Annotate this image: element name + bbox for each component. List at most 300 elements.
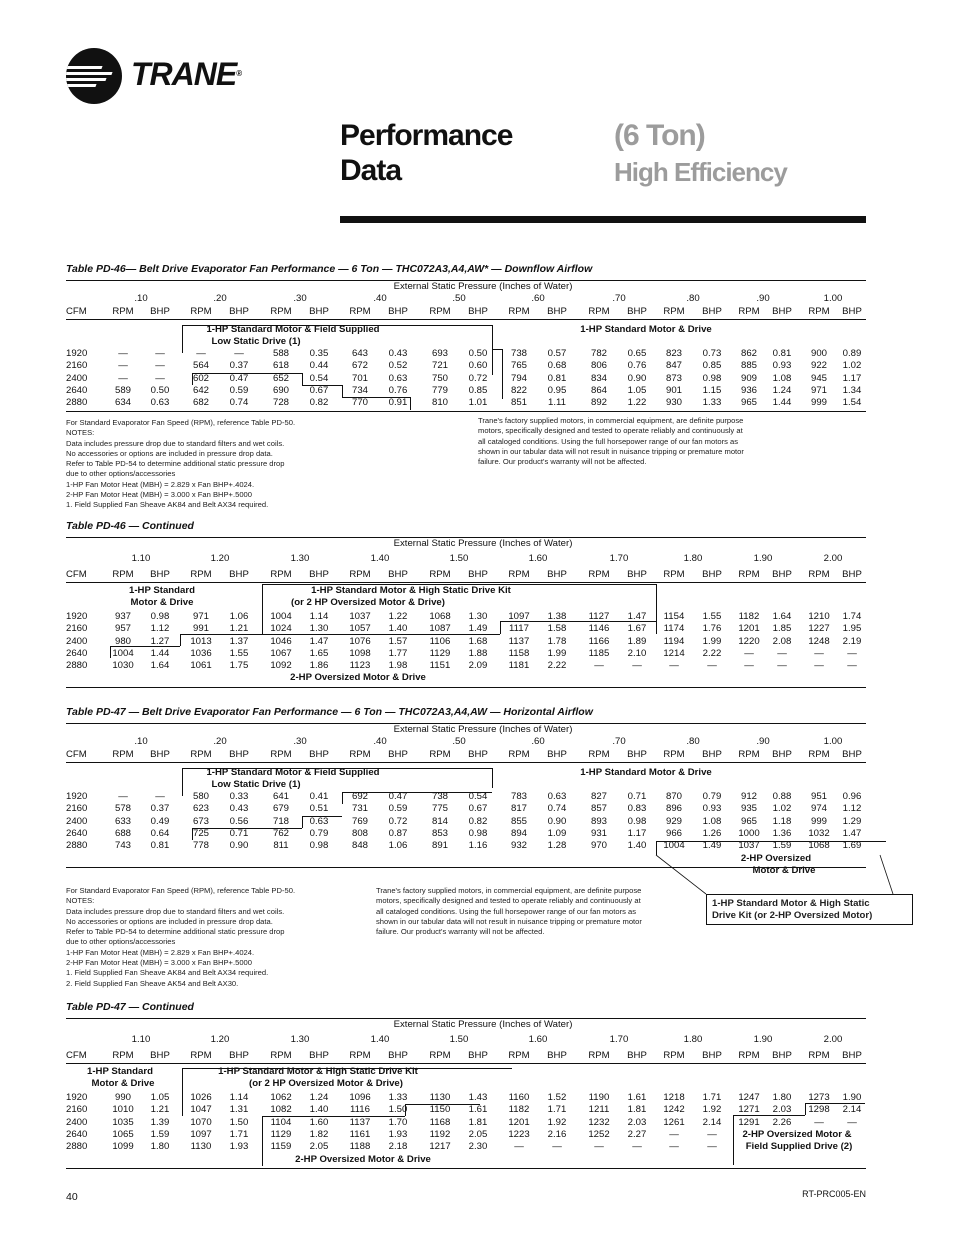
table-cell: 769 (351, 816, 369, 827)
motor-drive-label: 1-HP Standard Motor & Drive (580, 324, 712, 335)
table-cell: 693 (431, 348, 449, 359)
table-cell: 690 (272, 385, 290, 396)
table-cell: 602 (192, 373, 210, 384)
table-cell: 894 (510, 828, 528, 839)
motor-drive-label: Motor & Drive (130, 597, 194, 608)
table-cell: 1.12 (842, 803, 862, 814)
table-cell: 1.43 (468, 1092, 488, 1103)
cfm-cell: 2160 (66, 803, 88, 814)
table-cell: 922 (810, 360, 828, 371)
pressure-header: 1.20 (210, 553, 230, 564)
table-cell: 0.49 (150, 816, 170, 827)
table-cell: 0.81 (772, 348, 792, 359)
table-cell: 1.47 (309, 636, 329, 647)
table-cell: 1106 (429, 636, 451, 647)
table-cell: 1.05 (627, 385, 647, 396)
table-cell: — (552, 1141, 562, 1152)
motor-drive-label: Motor & Drive (91, 1078, 155, 1089)
table-cell: 762 (272, 828, 290, 839)
table-cell: 1.61 (468, 1104, 488, 1115)
table-cell: 1218 (663, 1092, 685, 1103)
cfm-cell: 2400 (66, 373, 88, 384)
table-cell: 1.06 (388, 840, 408, 851)
motor-drive-label: (or 2 HP Oversized Motor & Drive) (249, 1078, 403, 1089)
table-cell: — (814, 1117, 824, 1128)
table-cell: 808 (351, 828, 369, 839)
cfm-cell: 2880 (66, 660, 88, 671)
cfm-cell: 1920 (66, 348, 88, 359)
pressure-header: 1.60 (528, 1034, 548, 1045)
column-header: RPM (588, 569, 610, 580)
table-cell: 1.75 (229, 660, 249, 671)
pressure-header: .70 (612, 293, 626, 304)
table-cell: 1.39 (150, 1117, 170, 1128)
table-cell: 688 (114, 828, 132, 839)
table-cell: 0.71 (229, 828, 249, 839)
table-cell: 0.65 (627, 348, 647, 359)
column-header: CFM (66, 569, 87, 580)
table-cell: 0.41 (309, 791, 329, 802)
table-cell: 811 (273, 840, 289, 851)
table-cell: 1.92 (547, 1117, 567, 1128)
column-header: RPM (190, 749, 212, 760)
column-header: BHP (309, 749, 329, 760)
table-cell: 930 (665, 397, 683, 408)
column-header: BHP (842, 569, 862, 580)
pressure-header: .30 (293, 736, 307, 747)
pressure-header: 1.30 (290, 553, 310, 564)
table-cell: 1.12 (150, 623, 170, 634)
table-cell: 1.81 (468, 1117, 488, 1128)
table-cell: 1.14 (309, 611, 329, 622)
column-header: BHP (309, 569, 329, 580)
table-cell: 1248 (808, 636, 830, 647)
table-cell: 932 (510, 840, 528, 851)
pressure-header: 1.70 (609, 553, 629, 564)
table-cell: — (594, 660, 604, 671)
table-cell: 782 (590, 348, 608, 359)
table-cell: — (632, 660, 642, 671)
pressure-header: 1.70 (609, 1034, 629, 1045)
table-cell: 1068 (808, 840, 830, 851)
column-header: BHP (150, 569, 170, 580)
table-cell: 0.73 (702, 348, 722, 359)
table-cell: 1.52 (547, 1092, 567, 1103)
table-cell: — (514, 1141, 524, 1152)
table-cell: 673 (192, 816, 210, 827)
table-cell: 1.55 (229, 648, 249, 659)
table-cell: — (669, 1129, 679, 1140)
table-cell: 1190 (588, 1092, 610, 1103)
table-cell: 848 (351, 840, 369, 851)
motor-drive-label: 1-HP Standard Motor & High Static Drive Kit (218, 1066, 418, 1077)
table-cell: 0.91 (388, 397, 408, 408)
table-cell: 765 (510, 360, 528, 371)
pressure-header: .20 (213, 736, 227, 747)
page-number: 40 (66, 1191, 78, 1203)
column-header: RPM (270, 306, 292, 317)
table-cell: 652 (272, 373, 290, 384)
table-cell: 1.71 (702, 1092, 722, 1103)
table-cell: 1.69 (842, 840, 862, 851)
cfm-cell: 2880 (66, 1141, 88, 1152)
table-cell: 891 (431, 840, 449, 851)
table-cell: 0.82 (468, 816, 488, 827)
table-cell: 1004 (112, 648, 134, 659)
column-header: BHP (468, 1050, 488, 1061)
pressure-header: .60 (531, 293, 545, 304)
table-cell: 1.67 (627, 623, 647, 634)
table-cell: 0.98 (150, 611, 170, 622)
table-cell: 0.98 (309, 840, 329, 851)
table-cell: 870 (665, 791, 683, 802)
table-cell: 1.59 (772, 840, 792, 851)
table-cell: 0.74 (547, 803, 567, 814)
table-cell: 1161 (349, 1129, 371, 1140)
table-cell: 1087 (429, 623, 451, 634)
column-header: BHP (150, 1050, 170, 1061)
column-header: RPM (112, 1050, 134, 1061)
table-cell: 743 (114, 840, 132, 851)
table-cell: 1242 (663, 1104, 685, 1115)
table-cell: 1.27 (150, 636, 170, 647)
table-cell: 1.70 (388, 1117, 408, 1128)
table-cell: 2.05 (468, 1129, 488, 1140)
table-cell: 1.64 (150, 660, 170, 671)
table-cell: 1181 (508, 660, 530, 671)
pd47-notes: For Standard Evaporator Fan Speed (RPM), reference Table PD-50. NOTES: Data includes pressure drop due to standard filters and wet coils. No accessories or options are included in pressure drop data. Refer to Table PD-54 to determine additional static pressure drop due to other options/accessories 1-HP Fan Motor Heat (MBH) = 2.829 x Fan BHP+.4024. 2-HP Fan Motor Heat (MBH) = 3.000 x Fan BHP+.5000 1. Field Supplied Fan Sheave AK84 and Belt AX34 required. 2. Field Supplied Fan Sheave AK54 and Belt AX30. (66, 886, 296, 988)
column-header: BHP (547, 1050, 567, 1061)
pressure-header: 2.00 (823, 1034, 843, 1045)
column-header: RPM (429, 569, 451, 580)
cfm-cell: 2640 (66, 1129, 88, 1140)
column-header: BHP (842, 749, 862, 760)
pressure-header: .90 (756, 736, 770, 747)
cfm-cell: 2640 (66, 385, 88, 396)
table-cell: 970 (590, 840, 608, 851)
table-cell: 0.93 (702, 803, 722, 814)
column-header: BHP (388, 569, 408, 580)
table-cell: 1.65 (309, 648, 329, 659)
table-cell: 1037 (349, 611, 371, 622)
column-header: BHP (627, 306, 647, 317)
table-cell: 0.79 (702, 791, 722, 802)
column-header: RPM (429, 749, 451, 760)
cfm-cell: 2640 (66, 648, 88, 659)
pressure-header: .90 (756, 293, 770, 304)
table-cell: 1.93 (388, 1129, 408, 1140)
motor-drive-label: 1-HP Standard Motor & High Static Drive Kit (311, 585, 511, 596)
table-cell: 0.89 (842, 348, 862, 359)
motor-drive-label: Low Static Drive (1) (211, 336, 301, 347)
cfm-cell: 2880 (66, 840, 88, 851)
column-header: CFM (66, 306, 87, 317)
pressure-header: 1.40 (370, 1034, 390, 1045)
table-cell: 1.24 (772, 385, 792, 396)
table-cell: 728 (272, 397, 290, 408)
table-cell: 0.63 (309, 816, 329, 827)
column-header: RPM (738, 569, 760, 580)
table-cell: 642 (192, 385, 210, 396)
pressure-header: 1.50 (449, 1034, 469, 1045)
table-cell: 2.05 (309, 1141, 329, 1152)
table-cell: 623 (192, 803, 210, 814)
table-cell: 1082 (270, 1104, 292, 1115)
pressure-header: 1.80 (683, 553, 703, 564)
pressure-header: 1.10 (131, 553, 151, 564)
table-cell: — (632, 1141, 642, 1152)
table-cell: 1.30 (309, 623, 329, 634)
table-cell: 750 (431, 373, 449, 384)
pressure-header: .30 (293, 293, 307, 304)
table-cell: 1160 (508, 1092, 530, 1103)
table-cell: — (594, 1141, 604, 1152)
table-cell: 0.52 (388, 360, 408, 371)
table-cell: 1.33 (388, 1092, 408, 1103)
table-cell: 827 (590, 791, 608, 802)
table-cell: 0.76 (388, 385, 408, 396)
column-header: RPM (429, 1050, 451, 1061)
table-cell: 1.89 (627, 636, 647, 647)
table-cell: 725 (192, 828, 210, 839)
table-cell: 900 (810, 348, 828, 359)
table-cell: 999 (810, 816, 828, 827)
table-cell: 0.74 (229, 397, 249, 408)
table-cell: 1129 (429, 648, 451, 659)
motor-drive-label: Field Supplied Drive (2) (745, 1141, 853, 1152)
pressure-header: 1.10 (131, 1034, 151, 1045)
page-title: Performance Data (340, 119, 513, 187)
pressure-header: .10 (134, 293, 148, 304)
table-cell: — (847, 1117, 857, 1128)
table-cell: 1.40 (388, 623, 408, 634)
table-cell: 0.63 (547, 791, 567, 802)
table-cell: 935 (740, 803, 758, 814)
table-cell: — (196, 348, 206, 359)
table-cell: 0.63 (388, 373, 408, 384)
table-cell: 1.15 (702, 385, 722, 396)
table-cell: 1035 (112, 1117, 134, 1128)
table-cell: — (707, 1129, 717, 1140)
column-header: BHP (150, 306, 170, 317)
column-header: RPM (808, 306, 830, 317)
table-cell: 1182 (508, 1104, 530, 1115)
table-cell: 0.47 (388, 791, 408, 802)
table-cell: 0.81 (547, 373, 567, 384)
table-cell: — (777, 660, 787, 671)
callout-text: 1-HP Standard Motor & High Static Drive Kit (or 2-HP Oversized Motor) (712, 898, 873, 921)
table-cell: — (155, 348, 165, 359)
table-cell: 0.51 (309, 803, 329, 814)
table-cell: 1.59 (150, 1129, 170, 1140)
table-cell: 1271 (738, 1104, 760, 1115)
table-cell: 2.19 (842, 636, 862, 647)
table-cell: 1217 (429, 1141, 451, 1152)
table-cell: 822 (510, 385, 528, 396)
table-cell: 1.64 (772, 611, 792, 622)
table-cell: 1076 (349, 636, 371, 647)
column-header: RPM (508, 569, 530, 580)
table-cell: 0.59 (388, 803, 408, 814)
table-cell: 1.49 (702, 840, 722, 851)
table-cell: 1.40 (309, 1104, 329, 1115)
table-cell: 738 (431, 791, 449, 802)
table-cell: 1.16 (468, 840, 488, 851)
column-header: RPM (738, 749, 760, 760)
table-cell: 1.54 (842, 397, 862, 408)
table-cell: 2.30 (468, 1141, 488, 1152)
column-header: BHP (702, 569, 722, 580)
table-cell: 1104 (270, 1117, 292, 1128)
motor-drive-label: 1-HP Standard Motor & Drive (580, 767, 712, 778)
table-cell: 1.33 (702, 397, 722, 408)
table-cell: — (155, 360, 165, 371)
table-cell: 0.90 (547, 816, 567, 827)
pressure-header: 1.90 (753, 553, 773, 564)
table-cell: 1123 (349, 660, 371, 671)
column-header: BHP (468, 569, 488, 580)
table-cell: 0.47 (229, 373, 249, 384)
pressure-header: 1.50 (449, 553, 469, 564)
table-cell: 1.88 (468, 648, 488, 659)
table-cell: 1.44 (772, 397, 792, 408)
table-cell: 971 (810, 385, 828, 396)
table-cell: 806 (590, 360, 608, 371)
motor-drive-label: 1-HP Standard Motor & Field Supplied (206, 767, 380, 778)
cfm-cell: 1920 (66, 791, 88, 802)
table-cell: 965 (740, 397, 758, 408)
table-cell: 1129 (270, 1129, 292, 1140)
table-cell: 0.72 (468, 373, 488, 384)
table-cell: 1097 (508, 611, 530, 622)
pressure-header: .60 (531, 736, 545, 747)
column-header: RPM (663, 749, 685, 760)
column-header: RPM (349, 749, 371, 760)
table-cell: 1096 (349, 1092, 371, 1103)
cfm-cell: 2400 (66, 816, 88, 827)
column-header: RPM (508, 1050, 530, 1061)
table-caption: Table PD-47 — Continued (66, 1001, 194, 1013)
column-header: RPM (808, 749, 830, 760)
motor-drive-label: 2-HP Oversized Motor & (742, 1129, 852, 1140)
table-cell: 2.22 (702, 648, 722, 659)
column-header: RPM (270, 749, 292, 760)
table-cell: 1037 (738, 840, 760, 851)
pressure-header: .70 (612, 736, 626, 747)
cfm-cell: 2400 (66, 636, 88, 647)
table-cell: 1117 (509, 623, 529, 634)
table-cell: 864 (590, 385, 608, 396)
table-cell: 1201 (738, 623, 760, 634)
table-cell: 1.85 (772, 623, 792, 634)
table-cell: 0.98 (627, 816, 647, 827)
column-header: RPM (738, 306, 760, 317)
table-cell: 0.83 (627, 803, 647, 814)
table-cell: 1.80 (150, 1141, 170, 1152)
table-cell: 991 (192, 623, 210, 634)
table-cell: 1.95 (842, 623, 862, 634)
table-cell: 0.67 (468, 803, 488, 814)
table-cell: 0.64 (150, 828, 170, 839)
document-id: RT-PRC005-EN (802, 1189, 866, 1199)
table-cell: 578 (114, 803, 132, 814)
table-cell: 2.10 (627, 648, 647, 659)
table-cell: 0.81 (150, 840, 170, 851)
table-cell: 1046 (270, 636, 292, 647)
table-cell: 851 (510, 397, 528, 408)
table-cell: — (847, 648, 857, 659)
table-cell: 1.02 (842, 360, 862, 371)
column-header: RPM (508, 306, 530, 317)
table-cell: 857 (590, 803, 608, 814)
table-cell: 2.14 (842, 1104, 862, 1115)
table-cell: 1220 (738, 636, 760, 647)
table-cell: 2.26 (772, 1117, 792, 1128)
pressure-header: .80 (686, 293, 700, 304)
table-cell: 1137 (349, 1117, 371, 1128)
table-cell: 2.16 (547, 1129, 567, 1140)
table-cell: 1.26 (702, 828, 722, 839)
table-cell: 945 (810, 373, 828, 384)
column-header: RPM (738, 1050, 760, 1061)
column-header: RPM (429, 306, 451, 317)
table-cell: 893 (590, 816, 608, 827)
table-cell: 682 (192, 397, 210, 408)
table-cell: 1.06 (229, 611, 249, 622)
table-cell: 2.18 (388, 1141, 408, 1152)
table-cell: 814 (431, 816, 449, 827)
pd47-warranty-note: Trane's factory supplied motors, in commercial equipment, are definite purpose motors, specifically designed and tested to operate reliably and continuously at all cataloged conditions. Using the full horsepower range of our fan motors as shown in our tabular data will not result in nuisance tripping or premature motor failure. Our product's warranty will not be affected. (376, 886, 642, 937)
column-header: RPM (663, 306, 685, 317)
table-cell: 1030 (112, 660, 134, 671)
table-cell: 1004 (270, 611, 292, 622)
column-header: BHP (309, 306, 329, 317)
table-cell: 1.34 (842, 385, 862, 396)
column-header: BHP (702, 749, 722, 760)
table-cell: 1.17 (627, 828, 647, 839)
table-cell: 1.38 (547, 611, 567, 622)
table-cell: 1.11 (548, 397, 566, 408)
column-header: BHP (388, 1050, 408, 1061)
column-header: CFM (66, 1050, 87, 1061)
table-cell: 0.67 (309, 385, 329, 396)
table-cell: 1158 (508, 648, 530, 659)
column-header: BHP (229, 306, 249, 317)
table-cell: 1150 (429, 1104, 451, 1115)
table-cell: 1.76 (702, 623, 722, 634)
table-cell: 0.43 (229, 803, 249, 814)
table-cell: 896 (665, 803, 683, 814)
table-cell: 0.35 (309, 348, 329, 359)
table-cell: 1168 (429, 1117, 451, 1128)
table-cell: 718 (272, 816, 290, 827)
table-cell: 0.68 (547, 360, 567, 371)
table-cell: — (155, 791, 165, 802)
column-header: RPM (349, 569, 371, 580)
table-cell: 2.14 (702, 1117, 722, 1128)
table-cell: 974 (810, 803, 828, 814)
motor-drive-label: 2-HP Oversized Motor & Drive (295, 1154, 431, 1165)
cfm-cell: 2160 (66, 1104, 88, 1115)
table-cell: 823 (665, 348, 683, 359)
column-header: RPM (112, 306, 134, 317)
table-cell: 1.09 (547, 828, 567, 839)
motor-drive-label: 2-HP Oversized (740, 853, 812, 864)
table-cell: 1.90 (842, 1092, 862, 1103)
table-cell: — (669, 660, 679, 671)
table-cell: 783 (510, 791, 528, 802)
column-header: BHP (627, 749, 647, 760)
